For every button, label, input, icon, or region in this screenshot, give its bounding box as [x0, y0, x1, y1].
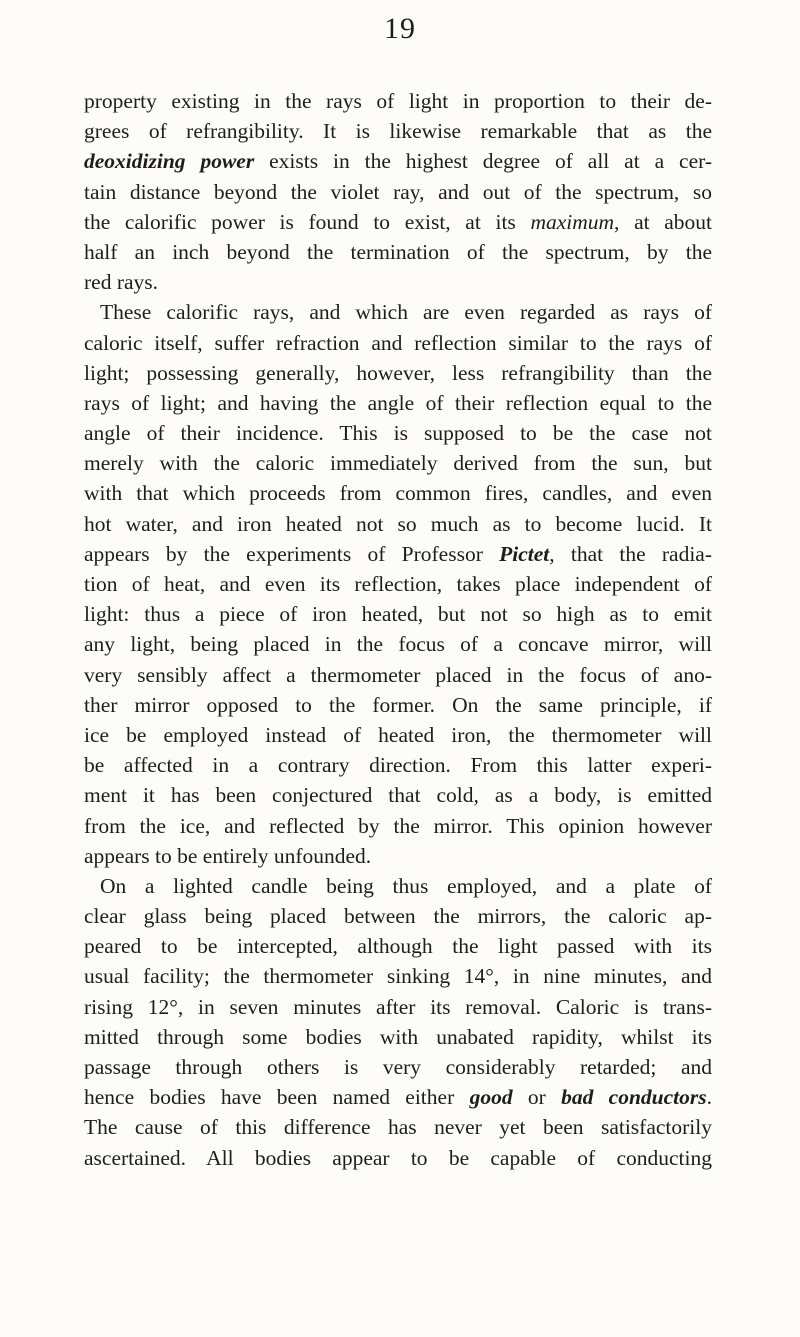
text-segment: , that the radia-: [549, 541, 712, 566]
text-segment: hence bodies have been named either: [84, 1085, 470, 1110]
text-line: grees of refrangibility. It is likewise remarkable that as the: [84, 119, 712, 144]
text-line: from the ice, and reflected by the mirror. This opinion however: [84, 813, 712, 838]
text-line: rays of light; and having the angle of their reflection equal to the: [84, 390, 712, 415]
text-line: hot water, and iron heated not so much as to become lucid. It: [84, 511, 712, 536]
text-line: light: thus a piece of iron heated, but not so high as to emit: [84, 602, 712, 627]
emphasized-term: maximum: [530, 209, 615, 234]
emphasized-term: good: [469, 1085, 513, 1110]
text-line: [84, 539, 712, 569]
text-line: angle of their incidence. This is supposed to be the case not: [84, 421, 712, 446]
text-line: The cause of this difference has never yet been satisfactorily: [84, 1115, 712, 1140]
text-line: mitted through some bodies with unabated rapidity, whilst its: [84, 1024, 712, 1049]
text-line: These calorific rays, and which are even regarded as rays of: [100, 300, 712, 325]
text-line: ment it has been conjectured that cold, as a body, is emitted: [84, 783, 712, 808]
text-line: usual facility; the thermometer sinking 14°, in nine minutes, and: [84, 964, 712, 989]
body-text: [84, 86, 712, 1173]
text-segment: exists in the highest degree of all at a cer-: [254, 149, 712, 174]
page-number: 19: [384, 12, 416, 45]
text-segment: .: [706, 1085, 712, 1110]
text-segment: appears by the experiments of Professor: [84, 541, 500, 566]
text-line: property existing in the rays of light in proportion to their de-: [84, 89, 712, 113]
text-line: clear glass being placed between the mirrors, the caloric ap-: [84, 904, 712, 929]
text-line: peared to be intercepted, although the light passed with its: [84, 934, 712, 959]
emphasized-term: deoxidizing power: [84, 149, 255, 174]
text-line: passage through others is very considerably retarded; and: [84, 1055, 712, 1079]
text-line: red rays.: [84, 270, 159, 295]
text-line: ice be employed instead of heated iron, the thermometer will: [84, 722, 712, 747]
text-line: be affected in a contrary direction. From this latter experi-: [84, 753, 712, 778]
text-line: tain distance beyond the violet ray, and out of the spectrum, so: [84, 179, 712, 204]
text-line: rising 12°, in seven minutes after its removal. Caloric is trans-: [84, 994, 712, 1019]
emphasized-term: bad conductors: [561, 1085, 707, 1110]
text-line: very sensibly affect a thermometer placed in the focus of ano-: [84, 662, 712, 687]
text-line: half an inch beyond the termination of the spectrum, by the: [84, 239, 712, 264]
text-line: ther mirror opposed to the former. On the same principle, if: [84, 692, 712, 717]
text-line: [84, 146, 712, 176]
text-line: caloric itself, suffer refraction and reflection similar to the rays of: [84, 330, 712, 355]
emphasized-term: Pictet: [499, 541, 550, 566]
text-segment: the calorific power is found to exist, at its: [84, 209, 531, 234]
text-line: with that which proceeds from common fires, candles, and even: [84, 481, 712, 506]
text-line: [84, 1082, 712, 1112]
text-line: On a lighted candle being thus employed, and a plate of: [100, 873, 712, 898]
text-line: [84, 207, 712, 237]
text-line: appears to be entirely unfounded.: [84, 843, 372, 868]
text-segment: , at about: [614, 209, 712, 234]
text-line: tion of heat, and even its reflection, takes place independent of: [84, 572, 712, 596]
text-line: merely with the caloric immediately derived from the sun, but: [84, 451, 712, 476]
text-line: ascertained. All bodies appear to be capable of conducting: [84, 1145, 712, 1170]
text-segment: or: [512, 1085, 562, 1110]
text-line: any light, being placed in the focus of a concave mirror, will: [84, 632, 712, 657]
text-line: light; possessing generally, however, less refrangibility than the: [84, 360, 712, 385]
